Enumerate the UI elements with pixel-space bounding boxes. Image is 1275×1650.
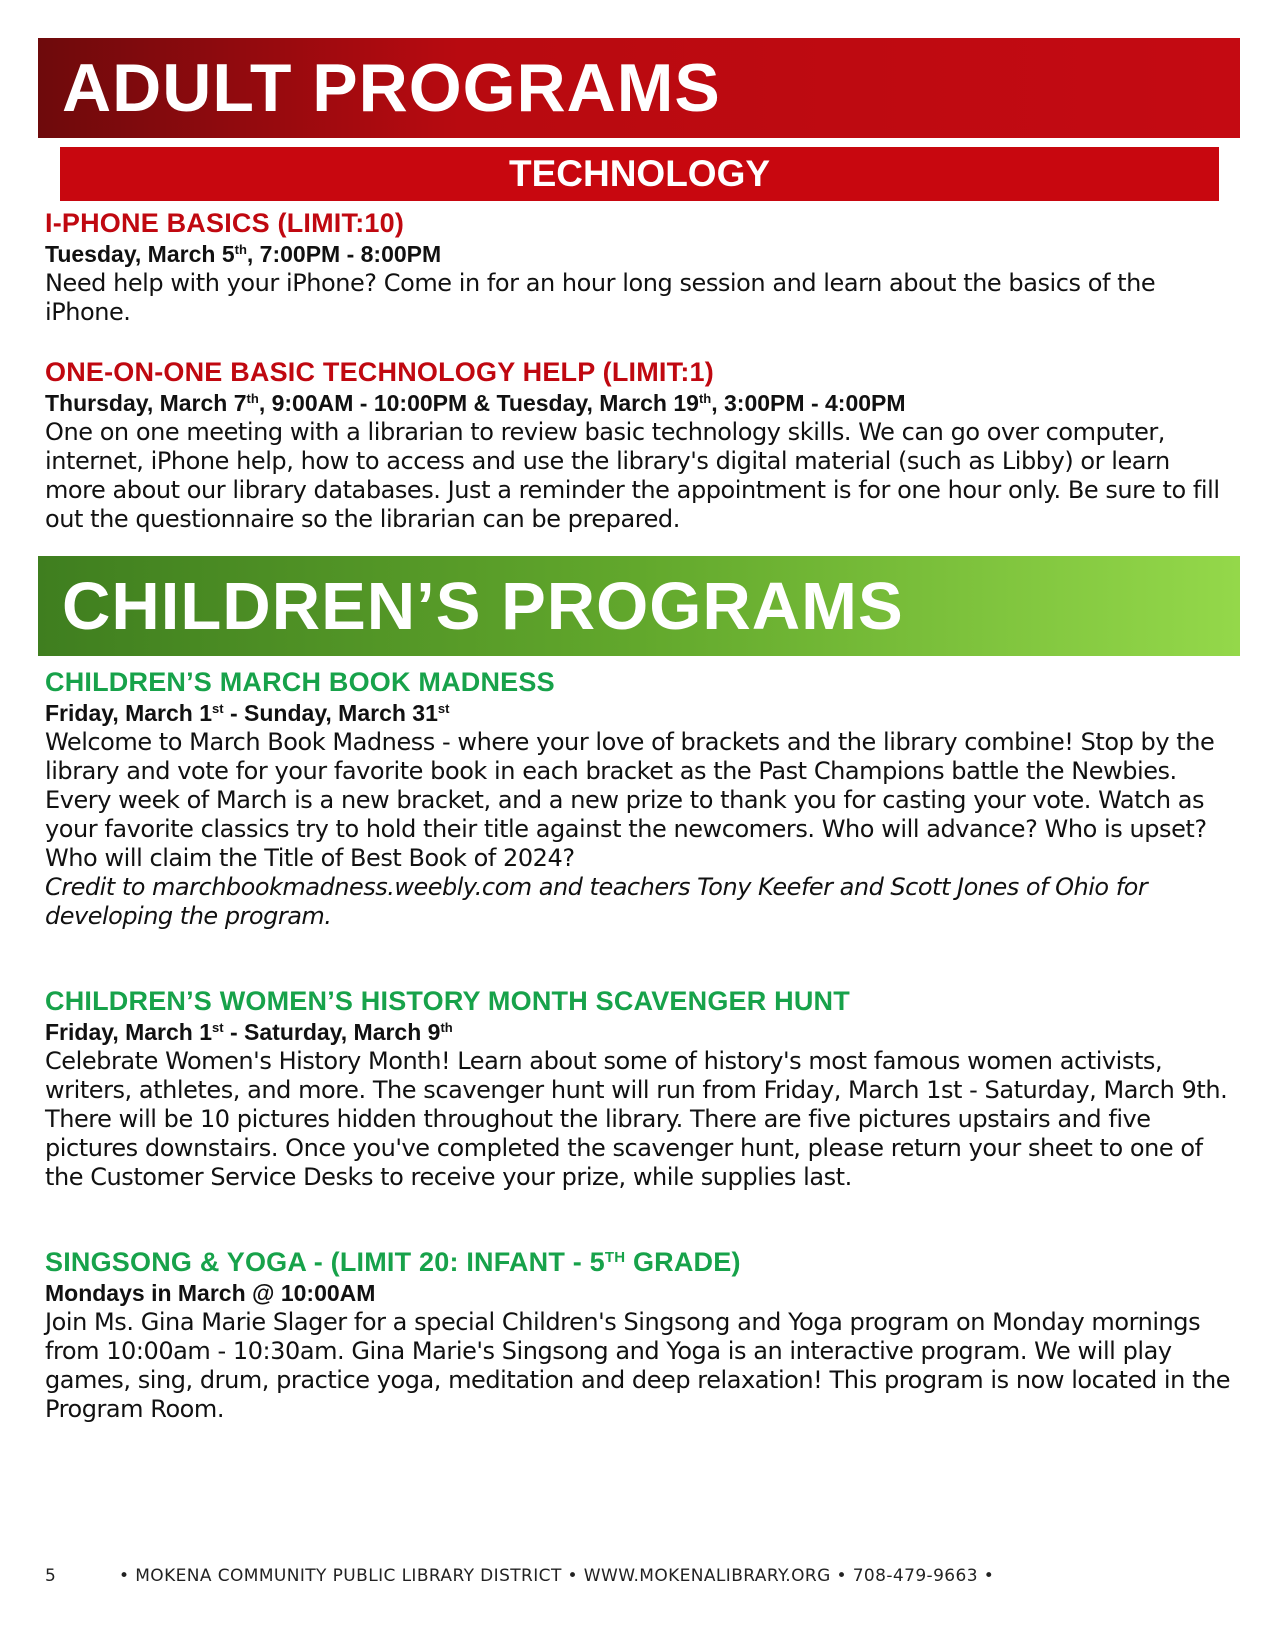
program-description: Celebrate Women's History Month! Learn about some of history's most famous women activists, writers, athletes, and more. The scavenger hunt will run from Friday, March 1st - Saturday, March 9th. There will be 10 pictures hidden throughout the library. There are five pictures upstairs and five pictures downstairs. Once you've completed the scavenger hunt, please return your sheet to one of the Customer Service Desks to receive your prize, while supplies last. — [45, 1047, 1228, 1191]
footer-contact-line: • MOKENA COMMUNITY PUBLIC LIBRARY DISTRICT • WWW.MOKENALIBRARY.ORG • 708-479-9663 • — [119, 1566, 995, 1586]
program-one-on-one-tech-help — [45, 356, 1235, 534]
program-march-book-madness — [45, 666, 1235, 931]
program-title: I-PHONE BASICS (LIMIT:10) — [45, 208, 405, 238]
program-date: Mondays in March @ 10:00AM — [45, 1280, 376, 1306]
program-title: ONE-ON-ONE BASIC TECHNOLOGY HELP (LIMIT:1) — [45, 357, 714, 387]
childrens-programs-heading: CHILDREN’S PROGRAMS — [62, 568, 904, 644]
program-iphone-basics — [45, 207, 1235, 327]
program-description: Welcome to March Book Madness - where your love of brackets and the library combine! Stop by the library and vote for your favorite book in each bracket as the Past Champions battle the Newbies. Every week of March is a new bracket, and a new prize to thank you for casting your vote. Watch as your favorite classics try to hold their title against the newcomers. Who will advance? Who is upset? Who will claim the Title of Best Book of 2024? — [45, 728, 1215, 872]
program-singsong-yoga — [45, 1246, 1235, 1424]
adult-programs-heading: ADULT PROGRAMS — [62, 50, 721, 126]
program-date: Tuesday, March 5th, 7:00PM - 8:00PM — [45, 241, 442, 267]
program-title: CHILDREN’S WOMEN’S HISTORY MONTH SCAVENGER HUNT — [45, 986, 850, 1016]
program-description: Join Ms. Gina Marie Slager for a special Children's Singsong and Yoga program on Monday mornings from 10:00am - 10:30am. Gina Marie's Singsong and Yoga is an interactive program. We will play games, sing, drum, practice yoga, meditation and deep relaxation! This program is now located in the Program Room. — [45, 1308, 1231, 1423]
technology-section-heading: TECHNOLOGY — [508, 153, 771, 194]
technology-section-bar — [60, 147, 1219, 201]
program-title: SINGSONG & YOGA - (LIMIT 20: INFANT - 5TH GRADE) — [45, 1247, 741, 1277]
program-title: CHILDREN’S MARCH BOOK MADNESS — [45, 667, 555, 697]
adult-programs-banner — [38, 38, 1240, 138]
program-credit: Credit to marchbookmadness.weebly.com and teachers Tony Keefer and Scott Jones of Ohio for developing the program. — [45, 873, 1148, 930]
program-date: Friday, March 1st - Saturday, March 9th — [45, 1019, 453, 1045]
childrens-programs-banner — [38, 556, 1240, 656]
program-description: Need help with your iPhone? Come in for an hour long session and learn about the basics of the iPhone. — [45, 269, 1156, 326]
page-number: 5 — [45, 1566, 56, 1586]
program-date: Friday, March 1st - Sunday, March 31st — [45, 700, 450, 726]
program-date: Thursday, March 7th, 9:00AM - 10:00PM & Tuesday, March 19th, 3:00PM - 4:00PM — [45, 390, 906, 416]
program-womens-history-scavenger-hunt — [45, 985, 1235, 1192]
page-footer — [45, 1566, 1235, 1596]
program-description: One on one meeting with a librarian to review basic technology skills. We can go over computer, internet, iPhone help, how to access and use the library's digital material (such as Libby) or learn more about our library databases. Just a reminder the appointment is for one hour only. Be sure to fill out the questionnaire so the librarian can be prepared. — [45, 418, 1220, 533]
